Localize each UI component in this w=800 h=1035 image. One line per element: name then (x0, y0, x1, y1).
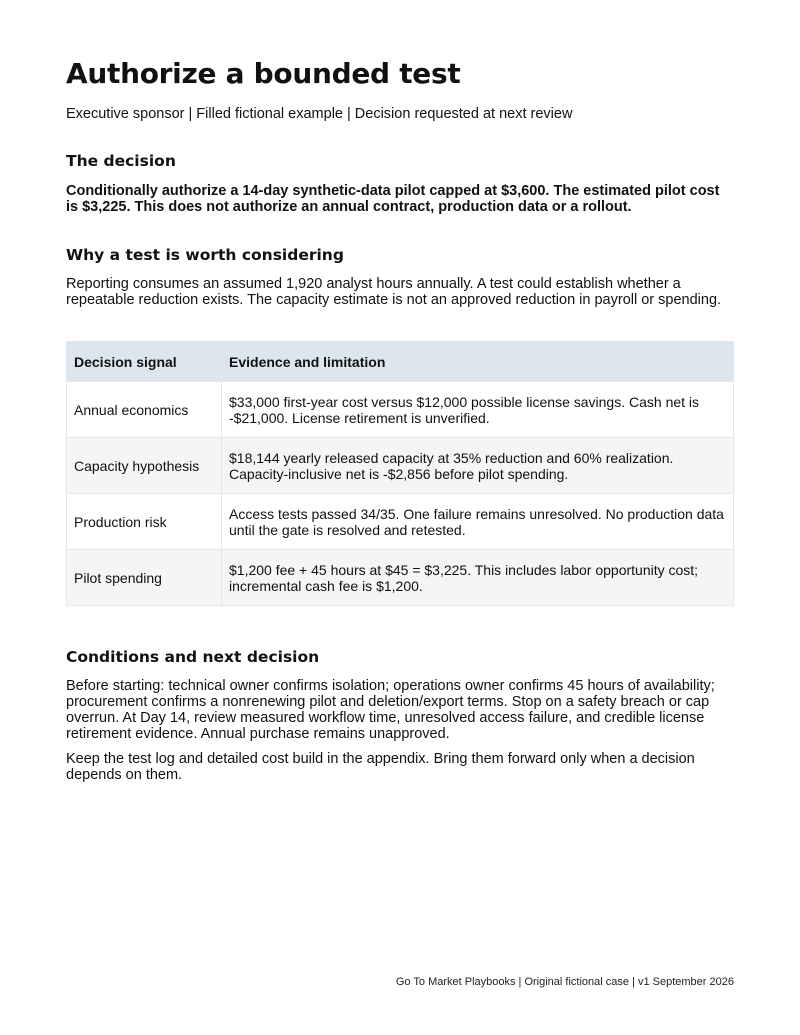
table-row (67, 494, 734, 550)
signal-cell: Pilot spending (67, 550, 222, 606)
signal-cell: Production risk (67, 494, 222, 550)
signal-cell: Annual economics (67, 382, 222, 438)
column-header-signal: Decision signal (67, 342, 222, 382)
decision-text: Conditionally authorize a 14-day synthetic-data pilot capped at $3,600. The estimated pilot cost is $3,225. This does not authorize an annual contract, production data or a rollout. (66, 183, 720, 215)
page-title: Authorize a bounded test (66, 57, 461, 90)
decision-heading: The decision (66, 152, 176, 170)
column-header-evidence: Evidence and limitation (222, 342, 734, 382)
table-row (67, 382, 734, 438)
conditions-paragraph-2: Keep the test log and detailed cost build in the appendix. Bring them forward only when a decision depends on them. (66, 751, 695, 783)
page-footer: Go To Market Playbooks | Original fictional case | v1 September 2026 (395, 976, 734, 988)
signal-cell: Capacity hypothesis (67, 438, 222, 494)
why-text: Reporting consumes an assumed 1,920 analyst hours annually. A test could establish whether a repeatable reduction exists. The capacity estimate is not an approved reduction in payroll or spending. (66, 276, 722, 308)
table-row (67, 550, 734, 606)
conditions-paragraph-1: Before starting: technical owner confirms isolation; operations owner confirms 45 hours of availability; procurement confirms a nonrenewing pilot and deletion/export terms. Stop on a safety breach or cap overrun. At Day 14, review measured workflow time, unresolved access failure, and credible license retirement evidence. Annual purchase remains unapproved. (66, 678, 715, 742)
evidence-cell: $18,144 yearly released capacity at 35% reduction and 60% realization. Capacity-inclusive net is -$2,856 before pilot spending. (222, 438, 734, 494)
evidence-cell: $1,200 fee + 45 hours at $45 = $3,225. This includes labor opportunity cost; incremental cash fee is $1,200. (222, 550, 734, 606)
evidence-cell: Access tests passed 34/35. One failure remains unresolved. No production data until the gate is resolved and retested. (222, 494, 734, 550)
conditions-heading: Conditions and next decision (66, 648, 320, 666)
evidence-cell: $33,000 first-year cost versus $12,000 possible license savings. Cash net is -$21,000. License retirement is unverified. (222, 382, 734, 438)
why-heading: Why a test is worth considering (66, 246, 344, 264)
table-header-row (67, 342, 734, 382)
table-row (67, 438, 734, 494)
page-subtitle: Executive sponsor | Filled fictional example | Decision requested at next review (66, 106, 573, 122)
decision-signals-table (66, 341, 734, 606)
